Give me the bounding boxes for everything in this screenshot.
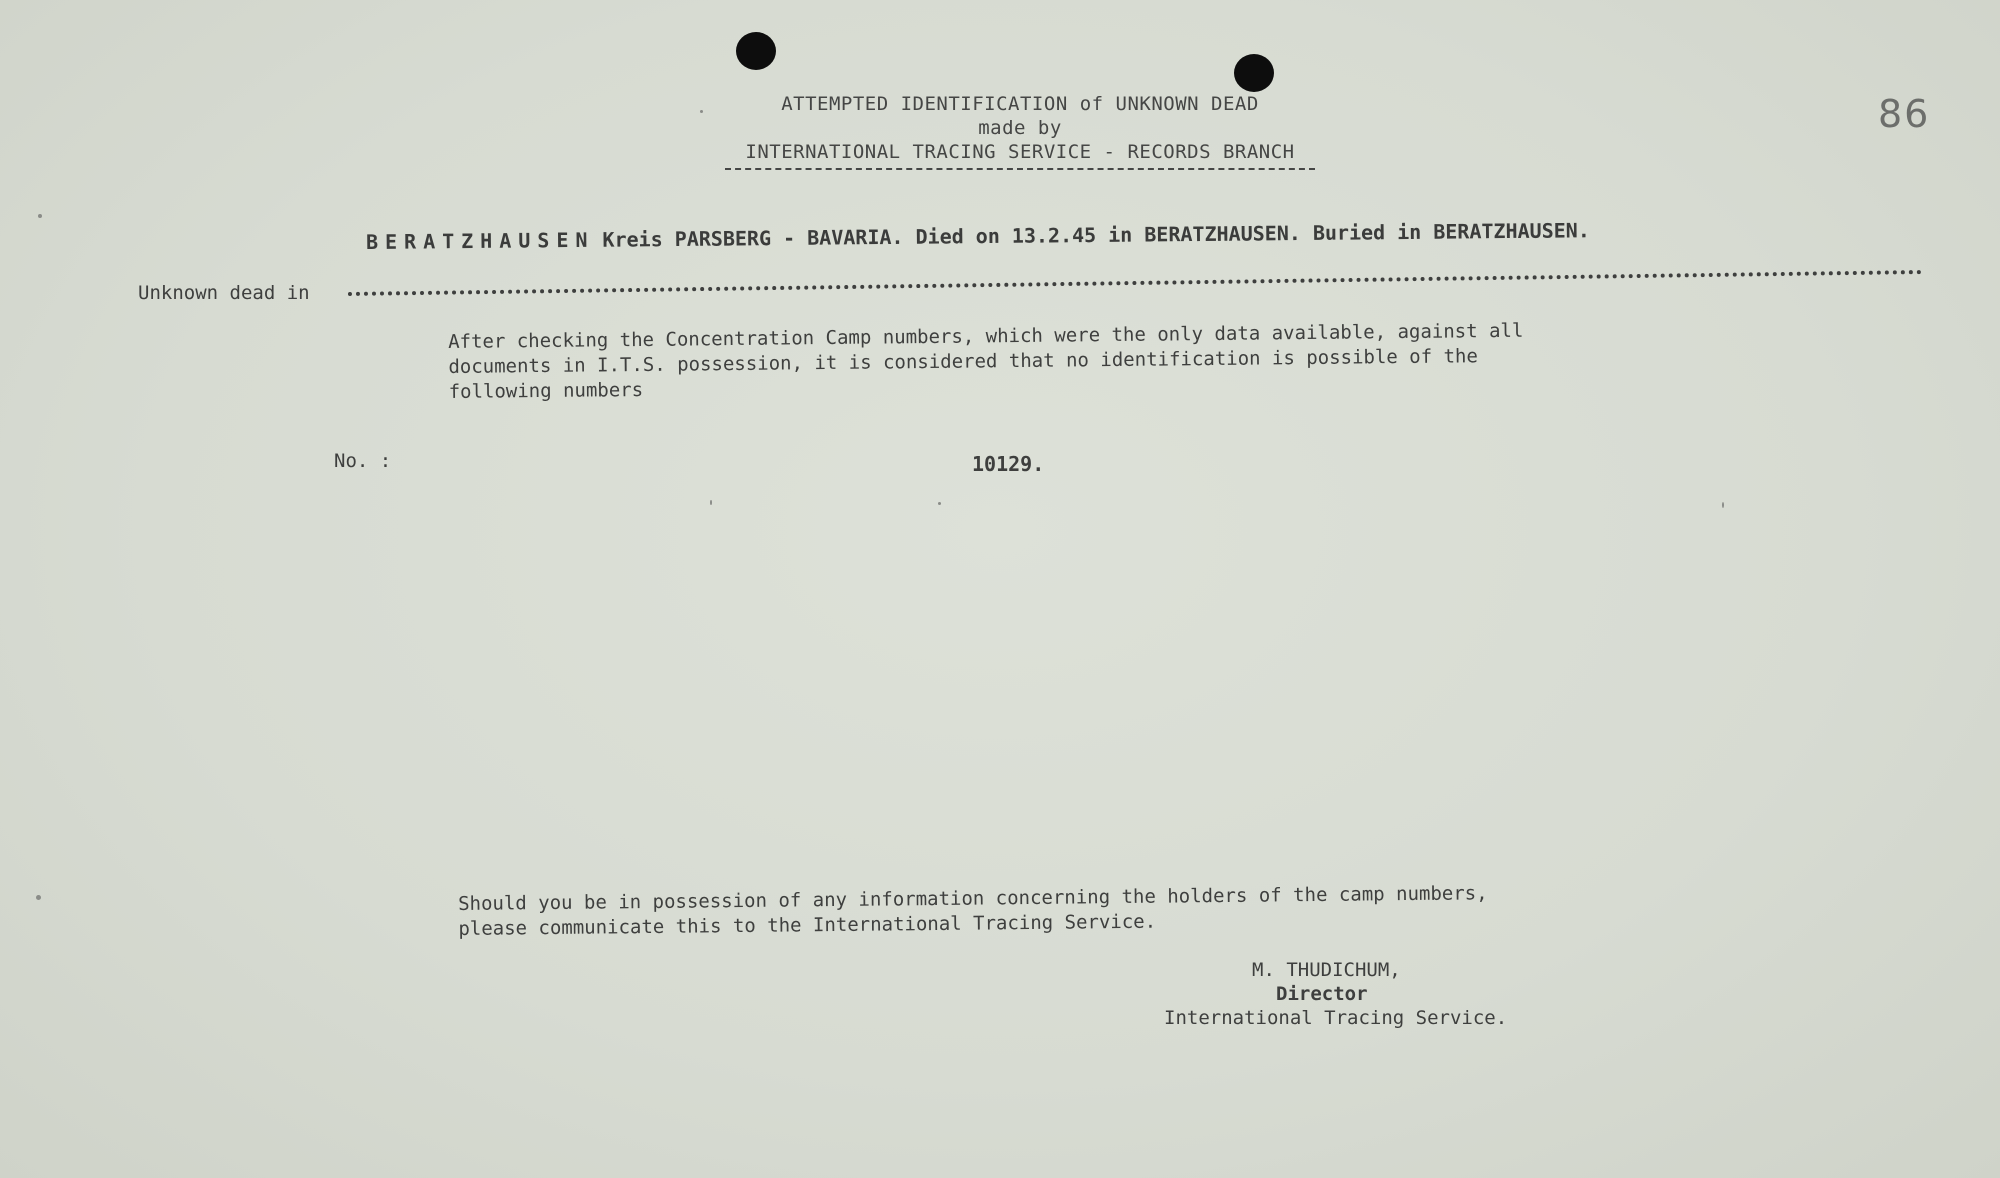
header-organization: INTERNATIONAL TRACING SERVICE - RECORDS BRANCH <box>745 141 1295 163</box>
header-underline <box>725 168 1315 170</box>
unknown-dead-label: Unknown dead in <box>138 282 310 304</box>
paper-speck <box>38 214 42 218</box>
paper-speck <box>36 895 41 900</box>
body-line: following numbers <box>448 378 644 403</box>
camp-number: 10129. <box>972 452 1045 476</box>
signatory-organization: International Tracing Service. <box>1164 1007 1508 1029</box>
header-made-by: made by <box>978 117 1062 139</box>
number-label: No. : <box>334 450 392 472</box>
signatory-name: M. THUDICHUM, <box>1252 959 1401 981</box>
paper-speck <box>1722 502 1724 508</box>
paper-speck <box>938 502 941 505</box>
place-details: Kreis PARSBERG - BAVARIA. Died on 13.2.45 in BERATZHAUSEN. Buried in BERATZHAUSEN. <box>602 218 1590 252</box>
punch-hole <box>736 32 776 70</box>
signatory-title: Director <box>1276 983 1368 1005</box>
dotted-leader <box>348 258 1923 296</box>
punch-hole <box>1234 54 1274 92</box>
footer-line: please communicate this to the International Tracing Service. <box>458 910 1157 940</box>
paper-speck <box>700 110 703 113</box>
footer-paragraph <box>458 879 1658 942</box>
footer-line: Should you be in possession of any information concerning the holders of the camp numbers, <box>458 882 1488 915</box>
page-number: 86 <box>1878 92 1931 136</box>
paper-speck <box>710 500 712 505</box>
signature-block <box>1160 958 1560 1030</box>
place-line <box>366 218 1590 254</box>
unknown-dead-line <box>138 280 1923 306</box>
header-title: ATTEMPTED IDENTIFICATION of UNKNOWN DEAD <box>781 93 1259 115</box>
place-town: BERATZHAUSEN <box>365 227 595 254</box>
body-line: After checking the Concentration Camp numbers, which were the only data available, against all <box>448 319 1524 353</box>
body-paragraph <box>448 317 1689 405</box>
body-line: documents in I.T.S. possession, it is considered that no identification is possible of the <box>448 345 1478 378</box>
document-header <box>620 92 1420 170</box>
